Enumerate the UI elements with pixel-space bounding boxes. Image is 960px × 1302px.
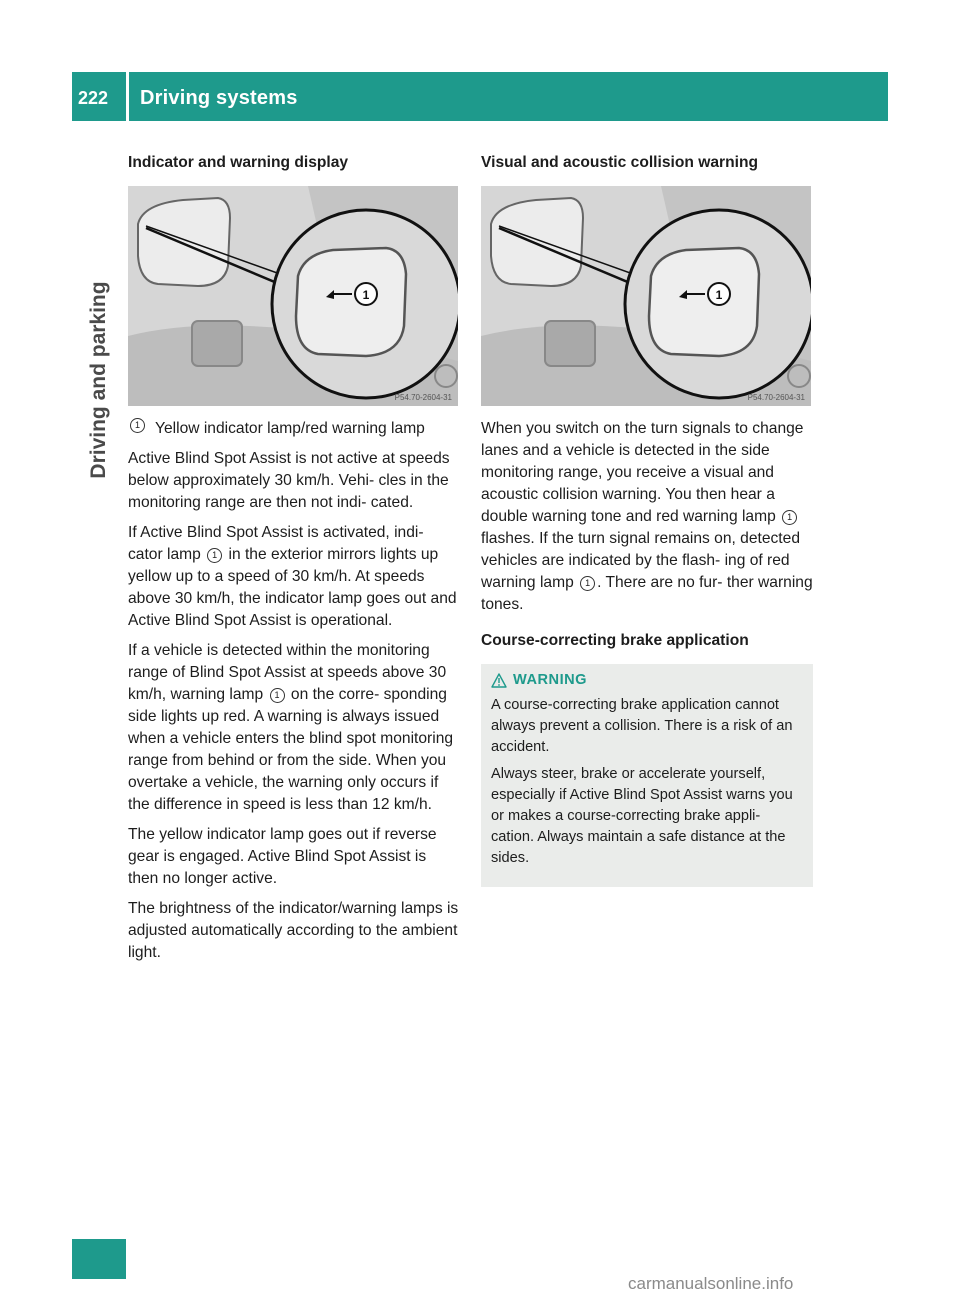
paragraph: If Active Blind Spot Assist is activated, indi- cator lamp 1 in the exterior mirrors lights up yellow up to a speed of 30 km/h. At speeds above 30 km/h, the indicator lamp goes out and Active Blind Spot Assist is operational.	[128, 524, 457, 629]
chapter-marker	[72, 1239, 126, 1279]
mirror-illustration-svg	[481, 186, 811, 406]
watermark: carmanualsonline.info	[628, 1274, 794, 1293]
legend-marker: 1	[130, 418, 145, 433]
mirror-illustration-svg	[128, 186, 458, 406]
paragraph: The brightness of the indicator/warning lamps is adjusted automatically according to the ambient light.	[128, 900, 459, 961]
paragraph: Active Blind Spot Assist is not active at speeds below approximately 30 km/h. Vehi- cles in the monitoring range are then not indi- cated.	[128, 450, 450, 511]
inline-marker: 1	[580, 576, 595, 591]
warning-triangle-icon	[491, 673, 507, 688]
warning-title: WARNING	[513, 672, 588, 688]
mirror-illustration	[481, 186, 811, 406]
mirror-illustration	[128, 186, 458, 406]
inline-marker: 1	[207, 548, 222, 563]
left-column	[128, 152, 460, 972]
brake-application-heading: Course-correcting brake application	[481, 632, 749, 649]
indicator-heading: Indicator and warning display	[128, 154, 349, 171]
warning-text: Always steer, brake or accelerate yourself, especially if Active Blind Spot Assist warns you or makes a course-correcting brake appli- cation. Always maintain a safe distance at the sides.	[491, 766, 793, 866]
figure-code: P54.70-2604-31	[747, 393, 805, 402]
paragraph: The yellow indicator lamp goes out if reverse gear is engaged. Active Blind Spot Assist is then no longer active.	[128, 826, 437, 887]
header-divider	[126, 72, 129, 121]
figure-legend	[128, 418, 460, 440]
chapter-title: Driving and parking	[87, 281, 110, 479]
paragraph: When you switch on the turn signals to change lanes and a vehicle is detected in the side monitoring range, you receive a visual and acoustic collision warning. You then hear a double warning tone and red warning lamp 1 flashes. If the turn signal remains on, detected vehicles are indicated by the flash- ing of red warning lamp 1 . There are no fur- ther warning tones.	[481, 420, 813, 613]
collision-warning-heading: Visual and acoustic collision warning	[481, 154, 759, 171]
warning-header	[491, 670, 803, 691]
figure-callout: 1	[715, 288, 723, 302]
warning-box	[481, 664, 813, 887]
right-column	[481, 152, 813, 887]
figure-code: P54.70-2604-31	[394, 393, 452, 402]
warning-text: A course-correcting brake application cannot always prevent a collision. There is a risk of an accident.	[491, 697, 793, 755]
legend-text: Yellow indicator lamp/red warning lamp	[155, 420, 425, 437]
section-title: Driving systems	[140, 87, 298, 109]
page-number: 222	[78, 88, 109, 108]
inline-marker: 1	[270, 688, 285, 703]
paragraph: If a vehicle is detected within the monitoring range of Blind Spot Assist at speeds above 30 km/h, warning lamp 1 on the corre- sponding side lights up red. A warning is always issued when a vehicle enters the blind spot monitoring range from behind or from the side. When you overtake a vehicle, the warning only occurs if the difference in speed is less than 12 km/h.	[128, 642, 454, 813]
figure-callout: 1	[362, 288, 370, 302]
inline-marker: 1	[782, 510, 797, 525]
